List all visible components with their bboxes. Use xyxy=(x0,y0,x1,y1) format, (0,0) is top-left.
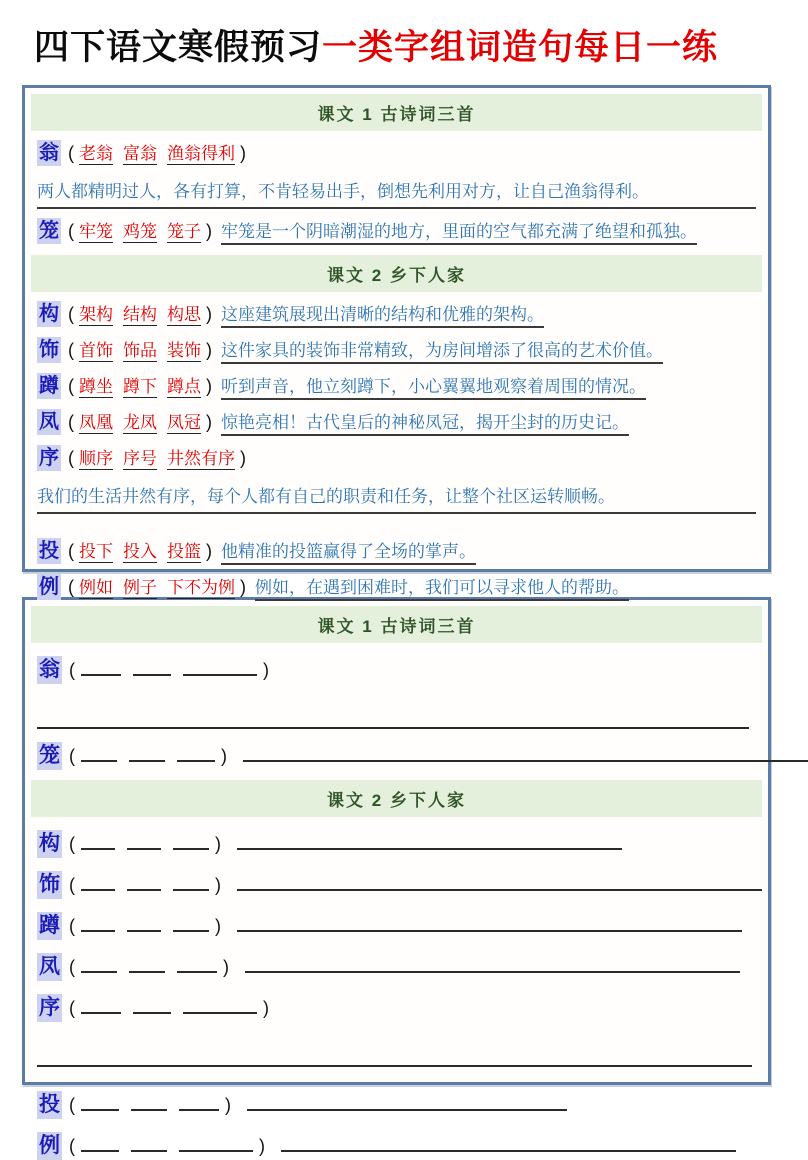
close-paren: ) xyxy=(206,541,212,561)
key-character: 翁 xyxy=(39,142,59,164)
example-sentence: 两人都精明过人，各有打算，不肯轻易出手，倒想先利用对方，让自己渔翁得利。 xyxy=(37,179,756,209)
sentence-answer-line xyxy=(37,711,749,729)
key-character: 翁 xyxy=(37,656,62,684)
open-paren: ( xyxy=(68,412,74,432)
close-paren: ) xyxy=(259,1136,265,1156)
sentence-answer-line xyxy=(237,833,622,850)
close-paren: ) xyxy=(240,448,246,468)
fill-blank xyxy=(81,659,121,676)
open-paren: ( xyxy=(69,746,75,766)
close-paren: ) xyxy=(240,143,246,163)
word-item: 凤凰 xyxy=(79,413,113,432)
example-sentence: 他精准的投篮赢得了全场的掌声。 xyxy=(221,542,476,565)
example-sentence: 例如，在遇到困难时，我们可以寻求他人的帮助。 xyxy=(255,578,629,601)
fill-blank xyxy=(127,915,161,932)
close-paren: ) xyxy=(215,834,221,854)
close-paren: ) xyxy=(221,746,227,766)
fill-blank xyxy=(177,745,215,762)
word-item: 老翁 xyxy=(79,144,113,163)
word-entry-row xyxy=(37,373,756,400)
fill-blank xyxy=(81,915,115,932)
sentence-answer-line xyxy=(37,1049,752,1067)
key-character: 凤 xyxy=(37,953,62,981)
key-character: 投 xyxy=(37,1091,62,1119)
section-header: 课文 2 乡下人家 xyxy=(31,780,762,817)
fill-blank xyxy=(81,1135,119,1152)
key-character: 蹲 xyxy=(39,375,59,397)
fill-blank xyxy=(131,1094,167,1111)
example-sentence: 惊艳亮相！古代皇后的神秘凤冠，揭开尘封的历史记。 xyxy=(221,413,629,436)
key-character: 笼 xyxy=(37,742,62,770)
answer-sheet xyxy=(22,85,771,598)
fill-blank xyxy=(127,874,161,891)
fill-blank xyxy=(81,1094,119,1111)
fill-blank xyxy=(133,997,171,1014)
word-entry-row xyxy=(37,742,756,770)
open-paren: ( xyxy=(69,834,75,854)
fill-blank xyxy=(183,997,257,1014)
close-paren: ) xyxy=(263,660,269,680)
fill-blank xyxy=(173,874,209,891)
word-item: 例子 xyxy=(123,578,157,597)
open-paren: ( xyxy=(68,376,74,396)
fill-blank xyxy=(81,833,115,850)
section-header: 课文 2 乡下人家 xyxy=(31,255,762,292)
fill-blank xyxy=(81,745,117,762)
word-item: 投篮 xyxy=(167,542,201,561)
open-paren: ( xyxy=(69,1136,75,1156)
fill-blank xyxy=(177,956,217,973)
close-paren: ) xyxy=(215,916,221,936)
word-item: 例如 xyxy=(79,578,113,597)
word-item: 装饰 xyxy=(167,341,201,360)
sentence-answer-line xyxy=(247,1094,567,1111)
open-paren: ( xyxy=(68,143,74,163)
key-character: 构 xyxy=(37,830,62,858)
fill-blank xyxy=(183,659,257,676)
example-sentence: 牢笼是一个阴暗潮湿的地方，里面的空气都充满了绝望和孤独。 xyxy=(221,222,697,245)
close-paren: ) xyxy=(206,221,212,241)
fill-blank xyxy=(173,833,209,850)
word-entry-row xyxy=(37,830,756,858)
sentence-answer-line xyxy=(237,915,742,932)
key-character: 笼 xyxy=(39,220,59,242)
page-title xyxy=(34,20,793,70)
close-paren: ) xyxy=(263,998,269,1018)
close-paren: ) xyxy=(206,376,212,396)
close-paren: ) xyxy=(240,577,246,597)
word-entry-row xyxy=(37,337,756,364)
key-character: 序 xyxy=(37,994,62,1022)
example-sentence: 这件家具的装饰非常精致，为房间增添了很高的艺术价值。 xyxy=(221,341,663,364)
word-item: 首饰 xyxy=(79,341,113,360)
close-paren: ) xyxy=(215,875,221,895)
open-paren: ( xyxy=(68,340,74,360)
word-entry-row xyxy=(37,218,756,245)
word-entry-row xyxy=(37,1091,756,1119)
word-item: 龙凤 xyxy=(123,413,157,432)
open-paren: ( xyxy=(69,916,75,936)
open-paren: ( xyxy=(69,660,75,680)
fill-blank xyxy=(179,1135,253,1152)
word-entry-row xyxy=(37,912,756,940)
word-item: 序号 xyxy=(123,449,157,468)
key-character: 凤 xyxy=(39,411,59,433)
word-entry-row xyxy=(37,301,756,328)
close-paren: ) xyxy=(206,304,212,324)
word-item: 下不为例 xyxy=(167,578,235,597)
open-paren: ( xyxy=(69,998,75,1018)
word-item: 结构 xyxy=(123,305,157,324)
open-paren: ( xyxy=(68,541,74,561)
word-item: 架构 xyxy=(79,305,113,324)
fill-blank xyxy=(131,1135,167,1152)
word-item: 顺序 xyxy=(79,449,113,468)
section-header: 课文 1 古诗词三首 xyxy=(31,94,762,131)
sentence-answer-line xyxy=(245,956,740,973)
fill-blank xyxy=(129,745,165,762)
fill-blank xyxy=(129,956,165,973)
word-item: 富翁 xyxy=(123,144,157,163)
open-paren: ( xyxy=(68,448,74,468)
open-paren: ( xyxy=(68,221,74,241)
key-character: 投 xyxy=(39,540,59,562)
word-item: 蹲坐 xyxy=(79,377,113,396)
word-item: 牢笼 xyxy=(79,222,113,241)
fill-blank xyxy=(81,874,115,891)
page-title-black: 四下语文寒假预习 xyxy=(34,28,323,67)
close-paren: ) xyxy=(223,957,229,977)
word-item: 井然有序 xyxy=(167,449,235,468)
page-title-red: 一类字组词造句每日一练 xyxy=(322,28,719,67)
open-paren: ( xyxy=(68,304,74,324)
fill-blank xyxy=(179,1094,219,1111)
sentence-answer-line xyxy=(237,874,762,891)
open-paren: ( xyxy=(68,577,74,597)
key-character: 构 xyxy=(39,303,59,325)
word-entry-row xyxy=(37,140,756,167)
key-character: 饰 xyxy=(39,339,59,361)
word-entry-row xyxy=(37,656,756,684)
key-character: 序 xyxy=(39,447,59,469)
close-paren: ) xyxy=(206,340,212,360)
word-item: 蹲下 xyxy=(123,377,157,396)
open-paren: ( xyxy=(69,875,75,895)
word-item: 鸡笼 xyxy=(123,222,157,241)
close-paren: ) xyxy=(206,412,212,432)
fill-blank xyxy=(81,997,121,1014)
key-character: 蹲 xyxy=(37,912,62,940)
word-entry-row xyxy=(37,445,756,472)
open-paren: ( xyxy=(69,1095,75,1115)
example-sentence: 这座建筑展现出清晰的结构和优雅的架构。 xyxy=(221,305,544,328)
fill-blank xyxy=(81,956,117,973)
key-character: 例 xyxy=(37,1132,62,1160)
word-item: 投下 xyxy=(79,542,113,561)
word-item: 构思 xyxy=(167,305,201,324)
word-entry-row xyxy=(37,953,756,981)
word-item: 蹲点 xyxy=(167,377,201,396)
word-entry-row xyxy=(37,994,756,1022)
word-item: 渔翁得利 xyxy=(167,144,235,163)
word-item: 笼子 xyxy=(167,222,201,241)
fill-blank xyxy=(133,659,171,676)
fill-blank xyxy=(173,915,209,932)
example-sentence: 我们的生活井然有序，每个人都有自己的职责和任务，让整个社区运转顺畅。 xyxy=(37,484,756,514)
fill-blank xyxy=(127,833,161,850)
word-entry-row xyxy=(37,409,756,436)
word-item: 饰品 xyxy=(123,341,157,360)
open-paren: ( xyxy=(69,957,75,977)
word-item: 投入 xyxy=(123,542,157,561)
close-paren: ) xyxy=(225,1095,231,1115)
word-entry-row xyxy=(37,538,756,565)
key-character: 例 xyxy=(39,576,59,598)
example-sentence: 听到声音，他立刻蹲下，小心翼翼地观察着周围的情况。 xyxy=(221,377,646,400)
practice-sheet xyxy=(22,597,771,1157)
word-item: 凤冠 xyxy=(167,413,201,432)
key-character: 饰 xyxy=(37,871,62,899)
word-entry-row xyxy=(37,871,756,899)
section-header: 课文 1 古诗词三首 xyxy=(31,606,762,643)
sentence-answer-line xyxy=(281,1135,736,1152)
sentence-answer-line xyxy=(243,745,808,762)
word-entry-row xyxy=(37,1132,756,1160)
